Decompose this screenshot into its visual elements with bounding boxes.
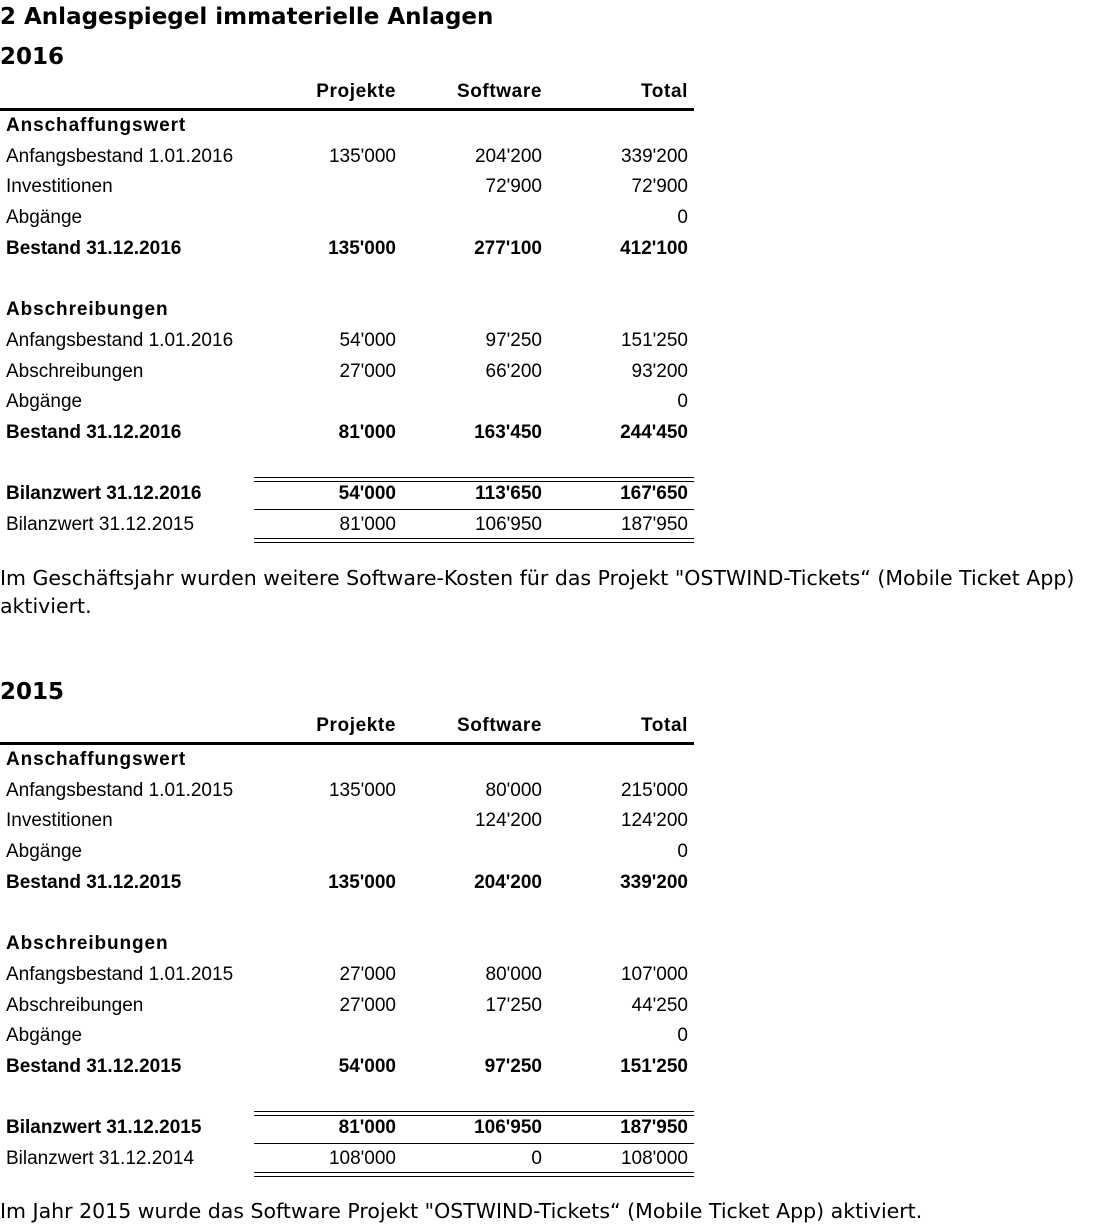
cell-software: 72'900 bbox=[485, 176, 542, 198]
cell-projekte: 135'000 bbox=[328, 779, 396, 801]
cell-software: 97'250 bbox=[485, 329, 542, 351]
cell-total: 0 bbox=[677, 391, 688, 413]
table-row-acquisition-disposals bbox=[0, 837, 694, 868]
year-heading-2015: 2015 bbox=[0, 679, 65, 705]
cell-total: 0 bbox=[677, 841, 688, 863]
section-heading-depreciation bbox=[0, 295, 694, 326]
table-row-depreciation-closing bbox=[0, 418, 694, 449]
cell-software: 0 bbox=[531, 1147, 542, 1169]
cell-software: 66'200 bbox=[485, 360, 542, 382]
cell-total: 412'100 bbox=[620, 237, 688, 259]
column-header-projekte: Projekte bbox=[316, 81, 396, 102]
table-row-balance-current bbox=[0, 479, 694, 510]
cell-total: 339'200 bbox=[620, 871, 688, 893]
cell-software: 277'100 bbox=[474, 237, 542, 259]
row-label: Anfangsbestand 1.01.2015 bbox=[6, 779, 234, 801]
row-label: Bestand 31.12.2015 bbox=[6, 1055, 182, 1077]
table-row-acquisition-disposals bbox=[0, 203, 694, 234]
year-heading-2016: 2016 bbox=[0, 44, 65, 70]
row-label: Abgänge bbox=[6, 207, 83, 229]
cell-software: 204'200 bbox=[474, 145, 542, 167]
note-2016: Im Geschäftsjahr wurden weitere Software-Kosten für das Projekt "OSTWIND-Tickets“ (Mobile Ticket App) aktiviert. bbox=[0, 566, 1075, 618]
cell-projekte: 54'000 bbox=[338, 1055, 396, 1077]
cell-total: 44'250 bbox=[631, 994, 688, 1016]
cell-software: 80'000 bbox=[485, 963, 542, 985]
table-row-depreciation-charges bbox=[0, 357, 694, 388]
column-header-total: Total bbox=[641, 715, 688, 736]
cell-total: 93'200 bbox=[631, 360, 688, 382]
cell-projekte: 27'000 bbox=[339, 963, 396, 985]
cell-projekte: 54'000 bbox=[338, 483, 396, 505]
cell-projekte: 54'000 bbox=[339, 329, 396, 351]
row-label: Abschreibungen bbox=[6, 933, 169, 955]
cell-projekte: 135'000 bbox=[328, 237, 396, 259]
table-row-investments bbox=[0, 172, 694, 203]
row-label: Anfangsbestand 1.01.2015 bbox=[6, 963, 234, 985]
cell-total: 187'950 bbox=[620, 1117, 688, 1139]
cell-total: 108'000 bbox=[620, 1147, 688, 1169]
row-label: Abschreibungen bbox=[6, 299, 169, 321]
row-label: Abschreibungen bbox=[6, 994, 144, 1016]
row-label: Bilanzwert 31.12.2015 bbox=[6, 513, 195, 535]
cell-projekte: 81'000 bbox=[338, 1117, 396, 1139]
table-row-depreciation-charges bbox=[0, 991, 694, 1022]
cell-total: 151'250 bbox=[620, 1055, 688, 1077]
table-row-balance-prior bbox=[0, 1144, 694, 1175]
row-label: Bestand 31.12.2016 bbox=[6, 421, 182, 443]
row-spacer bbox=[0, 898, 694, 929]
cell-software: 163'450 bbox=[474, 421, 542, 443]
cell-total: 339'200 bbox=[620, 145, 688, 167]
table-row-depreciation-disposals bbox=[0, 387, 694, 418]
cell-software: 204'200 bbox=[474, 871, 542, 893]
table-row-acquisition-opening bbox=[0, 142, 694, 173]
row-label: Anschaffungswert bbox=[6, 749, 187, 770]
cell-total: 244'450 bbox=[620, 421, 688, 443]
row-spacer bbox=[0, 449, 694, 480]
table-row-investments bbox=[0, 806, 694, 837]
cell-total: 107'000 bbox=[620, 963, 688, 985]
cell-projekte: 27'000 bbox=[339, 360, 396, 382]
cell-software: 106'950 bbox=[474, 513, 542, 535]
row-spacer bbox=[0, 264, 694, 295]
table-row-acquisition-closing bbox=[0, 868, 694, 899]
cell-software: 124'200 bbox=[474, 810, 542, 832]
cell-total: 167'650 bbox=[620, 483, 688, 505]
page-title: 2 Anlagespiegel immaterielle Anlagen bbox=[0, 4, 494, 30]
table-header bbox=[0, 704, 694, 745]
row-spacer bbox=[0, 1083, 694, 1114]
row-label: Anfangsbestand 1.01.2016 bbox=[6, 145, 234, 167]
cell-software: 17'250 bbox=[485, 994, 542, 1016]
cell-projekte: 27'000 bbox=[339, 994, 396, 1016]
section-heading-acquisition bbox=[0, 745, 694, 776]
cell-software: 97'250 bbox=[484, 1055, 542, 1077]
row-label: Anfangsbestand 1.01.2016 bbox=[6, 329, 234, 351]
asset-table-2016 bbox=[0, 70, 694, 541]
table-row-depreciation-closing bbox=[0, 1052, 694, 1083]
cell-software: 106'950 bbox=[474, 1117, 542, 1139]
cell-total: 72'900 bbox=[631, 176, 688, 198]
cell-total: 124'200 bbox=[620, 810, 688, 832]
section-heading-acquisition bbox=[0, 111, 694, 142]
row-label: Bilanzwert 31.12.2016 bbox=[6, 483, 202, 505]
table-row-acquisition-opening bbox=[0, 776, 694, 807]
table-row-balance-current bbox=[0, 1113, 694, 1144]
cell-total: 151'250 bbox=[620, 329, 688, 351]
note-2015: Im Jahr 2015 wurde das Software Projekt "OSTWIND-Tickets“ (Mobile Ticket App) aktiviert. bbox=[0, 1199, 923, 1223]
cell-projekte: 108'000 bbox=[328, 1147, 396, 1169]
row-label: Abgänge bbox=[6, 841, 83, 863]
cell-total: 0 bbox=[677, 207, 688, 229]
cell-software: 80'000 bbox=[485, 779, 542, 801]
table-row-depreciation-disposals bbox=[0, 1021, 694, 1052]
cell-software: 113'650 bbox=[475, 483, 542, 505]
row-label: Bilanzwert 31.12.2015 bbox=[6, 1117, 202, 1139]
cell-total: 187'950 bbox=[620, 513, 688, 535]
cell-projekte: 135'000 bbox=[328, 871, 396, 893]
section-heading-depreciation bbox=[0, 929, 694, 960]
row-label: Anschaffungswert bbox=[6, 115, 187, 136]
row-label: Bilanzwert 31.12.2014 bbox=[6, 1147, 195, 1169]
cell-projekte: 81'000 bbox=[338, 421, 396, 443]
column-header-software: Software bbox=[456, 81, 542, 102]
column-header-total: Total bbox=[641, 81, 688, 102]
table-row-balance-prior bbox=[0, 510, 694, 541]
cell-projekte: 135'000 bbox=[328, 145, 396, 167]
table-row-acquisition-closing bbox=[0, 234, 694, 265]
row-label: Investitionen bbox=[6, 176, 113, 198]
row-label: Abgänge bbox=[6, 1025, 83, 1047]
row-label: Bestand 31.12.2015 bbox=[6, 871, 182, 893]
table-row-depreciation-opening bbox=[0, 326, 694, 357]
row-label: Abschreibungen bbox=[6, 360, 144, 382]
row-label: Investitionen bbox=[6, 810, 113, 832]
column-header-software: Software bbox=[456, 715, 542, 736]
column-header-projekte: Projekte bbox=[316, 715, 396, 736]
cell-total: 215'000 bbox=[620, 779, 688, 801]
row-label: Abgänge bbox=[6, 391, 83, 413]
table-header bbox=[0, 70, 694, 111]
table-row-depreciation-opening bbox=[0, 960, 694, 991]
row-label: Bestand 31.12.2016 bbox=[6, 237, 182, 259]
cell-projekte: 81'000 bbox=[339, 513, 396, 535]
asset-table-2015 bbox=[0, 704, 694, 1175]
cell-total: 0 bbox=[677, 1025, 688, 1047]
